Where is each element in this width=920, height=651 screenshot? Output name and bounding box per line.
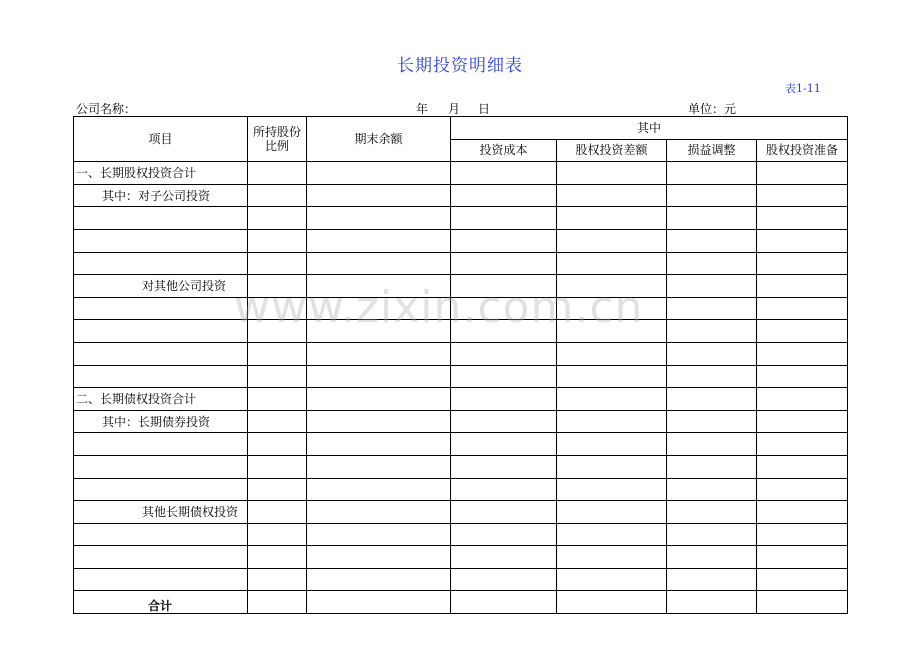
cell[interactable] bbox=[667, 410, 757, 433]
cell[interactable] bbox=[667, 162, 757, 185]
cell[interactable] bbox=[451, 568, 557, 591]
row-label bbox=[74, 207, 248, 230]
cell[interactable] bbox=[248, 568, 307, 591]
row-label bbox=[74, 252, 248, 275]
cell[interactable] bbox=[667, 568, 757, 591]
cell[interactable] bbox=[307, 433, 451, 456]
unit-label: 单位：元 bbox=[688, 102, 737, 116]
cell[interactable] bbox=[248, 342, 307, 365]
cell[interactable] bbox=[557, 252, 667, 275]
cell[interactable] bbox=[307, 568, 451, 591]
table-row bbox=[74, 546, 848, 569]
row-label: 其中：对子公司投资 bbox=[74, 184, 248, 207]
row-label: 其中：长期债券投资 bbox=[74, 410, 248, 433]
row-label: 一、长期股权投资合计 bbox=[74, 162, 248, 185]
cell[interactable] bbox=[307, 252, 451, 275]
cell[interactable] bbox=[557, 184, 667, 207]
cell[interactable] bbox=[451, 162, 557, 185]
cell[interactable] bbox=[757, 501, 848, 524]
cell[interactable] bbox=[451, 546, 557, 569]
cell[interactable] bbox=[451, 388, 557, 411]
cell[interactable] bbox=[248, 591, 307, 614]
cell[interactable] bbox=[667, 501, 757, 524]
cell[interactable] bbox=[307, 342, 451, 365]
cell[interactable] bbox=[557, 342, 667, 365]
table-row bbox=[74, 410, 848, 433]
cell[interactable] bbox=[248, 320, 307, 343]
header-equity-difference: 股权投资差额 bbox=[557, 139, 667, 162]
cell[interactable] bbox=[667, 523, 757, 546]
cell[interactable] bbox=[307, 207, 451, 230]
cell[interactable] bbox=[248, 252, 307, 275]
row-label bbox=[74, 229, 248, 252]
cell[interactable] bbox=[757, 568, 848, 591]
cell[interactable] bbox=[757, 229, 848, 252]
cell[interactable] bbox=[757, 365, 848, 388]
cell[interactable] bbox=[451, 478, 557, 501]
cell[interactable] bbox=[307, 478, 451, 501]
cell[interactable] bbox=[557, 591, 667, 614]
table-row bbox=[74, 433, 848, 456]
cell[interactable] bbox=[451, 252, 557, 275]
cell[interactable] bbox=[757, 410, 848, 433]
cell[interactable] bbox=[451, 591, 557, 614]
cell[interactable] bbox=[667, 275, 757, 298]
date-field bbox=[416, 100, 490, 117]
cell[interactable] bbox=[451, 455, 557, 478]
row-label bbox=[74, 433, 248, 456]
cell[interactable] bbox=[757, 433, 848, 456]
row-label bbox=[74, 568, 248, 591]
table-row bbox=[74, 388, 848, 411]
cell[interactable] bbox=[248, 207, 307, 230]
header-end-balance: 期末余额 bbox=[307, 117, 451, 162]
cell[interactable] bbox=[248, 455, 307, 478]
cell[interactable] bbox=[248, 410, 307, 433]
cell[interactable] bbox=[667, 297, 757, 320]
cell[interactable] bbox=[667, 320, 757, 343]
date-year-label: 年 bbox=[416, 102, 429, 116]
cell[interactable] bbox=[557, 207, 667, 230]
row-label: 其他长期债权投资 bbox=[74, 501, 248, 524]
row-label: 对其他公司投资 bbox=[74, 275, 248, 298]
cell[interactable] bbox=[451, 523, 557, 546]
cell[interactable] bbox=[557, 388, 667, 411]
table-row bbox=[74, 365, 848, 388]
cell[interactable] bbox=[248, 297, 307, 320]
table-row bbox=[74, 297, 848, 320]
cell[interactable] bbox=[757, 184, 848, 207]
date-day-label: 日 bbox=[478, 102, 491, 116]
investment-table bbox=[73, 116, 848, 614]
cell[interactable] bbox=[667, 388, 757, 411]
cell[interactable] bbox=[451, 342, 557, 365]
row-label bbox=[74, 320, 248, 343]
cell[interactable] bbox=[557, 568, 667, 591]
cell[interactable] bbox=[451, 365, 557, 388]
date-month-label: 月 bbox=[448, 102, 461, 116]
cell[interactable] bbox=[557, 478, 667, 501]
cell[interactable] bbox=[757, 478, 848, 501]
table-row bbox=[74, 568, 848, 591]
cell[interactable] bbox=[307, 546, 451, 569]
cell[interactable] bbox=[451, 207, 557, 230]
cell[interactable] bbox=[757, 275, 848, 298]
cell[interactable] bbox=[451, 297, 557, 320]
header-investment-cost: 投资成本 bbox=[451, 139, 557, 162]
row-label bbox=[74, 546, 248, 569]
table-row bbox=[74, 320, 848, 343]
table-row bbox=[74, 501, 848, 524]
table-row bbox=[74, 162, 848, 185]
cell[interactable] bbox=[307, 320, 451, 343]
cell[interactable] bbox=[557, 410, 667, 433]
cell[interactable] bbox=[757, 342, 848, 365]
watermark: www.zixin.com.cn bbox=[234, 282, 644, 333]
header-item: 项目 bbox=[74, 117, 248, 162]
cell[interactable] bbox=[557, 546, 667, 569]
cell[interactable] bbox=[757, 162, 848, 185]
cell[interactable] bbox=[451, 229, 557, 252]
cell[interactable] bbox=[307, 162, 451, 185]
cell[interactable] bbox=[667, 546, 757, 569]
row-label bbox=[74, 455, 248, 478]
cell[interactable] bbox=[757, 455, 848, 478]
cell[interactable] bbox=[307, 229, 451, 252]
table-row bbox=[74, 207, 848, 230]
cell[interactable] bbox=[248, 184, 307, 207]
cell[interactable] bbox=[667, 342, 757, 365]
cell[interactable] bbox=[248, 478, 307, 501]
table-row bbox=[74, 478, 848, 501]
header-among: 其中 bbox=[451, 117, 848, 140]
cell[interactable] bbox=[248, 501, 307, 524]
cell[interactable] bbox=[757, 297, 848, 320]
form-number: 表1-11 bbox=[785, 82, 821, 95]
cell[interactable] bbox=[667, 365, 757, 388]
cell[interactable] bbox=[248, 523, 307, 546]
cell[interactable] bbox=[557, 501, 667, 524]
cell[interactable] bbox=[307, 523, 451, 546]
cell[interactable] bbox=[557, 320, 667, 343]
cell[interactable] bbox=[451, 501, 557, 524]
cell[interactable] bbox=[451, 275, 557, 298]
cell[interactable] bbox=[667, 184, 757, 207]
cell[interactable] bbox=[557, 455, 667, 478]
cell[interactable] bbox=[557, 365, 667, 388]
cell[interactable] bbox=[557, 275, 667, 298]
cell[interactable] bbox=[557, 297, 667, 320]
cell[interactable] bbox=[307, 410, 451, 433]
cell[interactable] bbox=[307, 591, 451, 614]
header-share-ratio-line1: 所持股份 bbox=[252, 125, 301, 140]
table-row-total bbox=[74, 591, 848, 614]
table-row bbox=[74, 252, 848, 275]
total-label: 合计 bbox=[74, 591, 248, 614]
cell[interactable] bbox=[667, 207, 757, 230]
cell[interactable] bbox=[757, 207, 848, 230]
cell[interactable] bbox=[307, 275, 451, 298]
cell[interactable] bbox=[307, 388, 451, 411]
row-label: 二、长期债权投资合计 bbox=[74, 388, 248, 411]
table-row bbox=[74, 184, 848, 207]
cell[interactable] bbox=[307, 365, 451, 388]
cell[interactable] bbox=[667, 433, 757, 456]
cell[interactable] bbox=[667, 455, 757, 478]
header-share-ratio bbox=[248, 117, 307, 162]
table-row bbox=[74, 523, 848, 546]
cell[interactable] bbox=[248, 365, 307, 388]
cell[interactable] bbox=[307, 501, 451, 524]
cell[interactable] bbox=[667, 478, 757, 501]
cell[interactable] bbox=[307, 455, 451, 478]
cell[interactable] bbox=[451, 184, 557, 207]
cell[interactable] bbox=[557, 162, 667, 185]
cell[interactable] bbox=[757, 252, 848, 275]
company-name-label: 公司名称： bbox=[76, 102, 137, 116]
cell[interactable] bbox=[557, 433, 667, 456]
row-label bbox=[74, 365, 248, 388]
header-pl-adjustment: 损益调整 bbox=[667, 139, 757, 162]
cell[interactable] bbox=[248, 433, 307, 456]
cell[interactable] bbox=[248, 275, 307, 298]
cell[interactable] bbox=[307, 297, 451, 320]
row-label bbox=[74, 523, 248, 546]
cell[interactable] bbox=[451, 410, 557, 433]
cell[interactable] bbox=[757, 546, 848, 569]
header-investment-provision: 股权投资准备 bbox=[757, 139, 848, 162]
cell[interactable] bbox=[757, 591, 848, 614]
row-label bbox=[74, 297, 248, 320]
table-row bbox=[74, 342, 848, 365]
row-label bbox=[74, 342, 248, 365]
cell[interactable] bbox=[451, 433, 557, 456]
cell[interactable] bbox=[248, 388, 307, 411]
cell[interactable] bbox=[757, 523, 848, 546]
cell[interactable] bbox=[667, 591, 757, 614]
cell[interactable] bbox=[557, 523, 667, 546]
cell[interactable] bbox=[667, 229, 757, 252]
cell[interactable] bbox=[248, 229, 307, 252]
cell[interactable] bbox=[757, 388, 848, 411]
table-row bbox=[74, 229, 848, 252]
table-row bbox=[74, 275, 848, 298]
cell[interactable] bbox=[667, 252, 757, 275]
cell[interactable] bbox=[307, 184, 451, 207]
header-share-ratio-line2: 比例 bbox=[264, 139, 289, 154]
cell[interactable] bbox=[557, 229, 667, 252]
row-label bbox=[74, 478, 248, 501]
page-title: 长期投资明细表 bbox=[397, 56, 523, 76]
cell[interactable] bbox=[248, 546, 307, 569]
cell[interactable] bbox=[757, 320, 848, 343]
cell[interactable] bbox=[451, 320, 557, 343]
table-row bbox=[74, 455, 848, 478]
cell[interactable] bbox=[248, 162, 307, 185]
